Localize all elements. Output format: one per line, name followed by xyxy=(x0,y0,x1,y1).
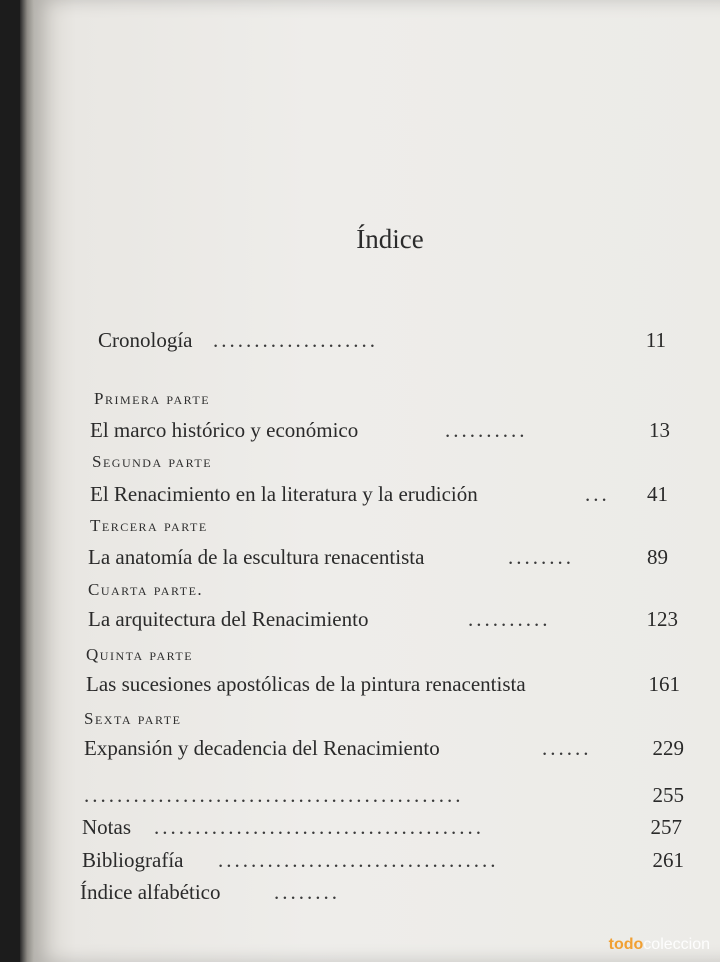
toc-entry-notas xyxy=(82,815,684,845)
toc-entry-label: La anatomía de la escultura renacentista xyxy=(88,545,425,569)
dot-leader: ...... xyxy=(542,736,592,760)
toc-entry-page: 41 xyxy=(647,482,668,506)
toc-entry-cronologia xyxy=(98,328,668,358)
part-heading-cuarta: Cuarta parte. xyxy=(88,580,204,599)
toc-entry-label: Las sucesiones apostólicas de la pintura renacentista xyxy=(86,672,526,696)
toc-entry-pintura xyxy=(86,672,682,702)
toc-entry-page: 229 xyxy=(652,736,684,760)
toc-entry-unlabeled xyxy=(84,783,684,813)
toc-entry-marco xyxy=(90,418,670,448)
toc-entry-page: 261 xyxy=(652,848,684,872)
toc-entry-page: 13 xyxy=(649,418,670,442)
dot-leader: .................................. xyxy=(218,848,499,872)
toc-entry-label: Cronología xyxy=(98,328,193,352)
watermark xyxy=(609,936,710,954)
toc-entry-bibliografia xyxy=(82,848,684,878)
toc-entry-indice-alfabetico xyxy=(80,880,684,910)
dot-leader: ........ xyxy=(508,545,574,569)
toc-entry-page: 11 xyxy=(645,328,666,352)
toc-entry-page: 89 xyxy=(647,545,668,569)
part-heading-tercera: Tercera parte xyxy=(90,516,208,535)
part-heading-segunda: Segunda parte xyxy=(92,452,213,471)
toc-entry-page: 161 xyxy=(648,672,680,696)
toc-entry-arquitectura xyxy=(88,607,680,637)
dot-leader: ........................................ xyxy=(154,815,484,839)
part-heading-primera: Primera parte xyxy=(94,389,211,408)
toc-entry-label: Índice alfabético xyxy=(80,880,221,904)
toc-entry-label: Expansión y decadencia del Renacimiento xyxy=(84,736,440,760)
part-heading-sexta: Sexta parte xyxy=(84,709,182,728)
toc-entry-label: Notas xyxy=(82,815,131,839)
watermark-suffix: coleccion xyxy=(643,936,710,953)
toc-entry-label: La arquitectura del Renacimiento xyxy=(88,607,369,631)
toc-entry-label: El Renacimiento en la literatura y la erudición xyxy=(90,482,478,506)
toc-entry-label: El marco histórico y económico xyxy=(90,418,359,442)
toc-entry-literatura xyxy=(90,482,670,512)
toc-entry-expansion xyxy=(84,736,684,766)
dot-leader: .......... xyxy=(445,418,528,442)
toc-entry-page: 255 xyxy=(652,783,684,807)
dot-leader: ........ xyxy=(274,880,340,904)
toc-entry-page: 123 xyxy=(646,607,678,631)
toc-entry-escultura xyxy=(88,545,670,575)
dot-leader: ... xyxy=(585,482,610,506)
page-title: Índice xyxy=(356,224,424,254)
toc-entry-label: Bibliografía xyxy=(82,848,184,872)
watermark-prefix: todo xyxy=(608,936,644,953)
dot-leader: .......... xyxy=(468,607,551,631)
toc-entry-page: 257 xyxy=(650,815,682,839)
dot-leader: .............................................. xyxy=(84,783,464,807)
part-heading-quinta: Quinta parte xyxy=(86,645,194,664)
dot-leader: .................... xyxy=(213,328,378,352)
